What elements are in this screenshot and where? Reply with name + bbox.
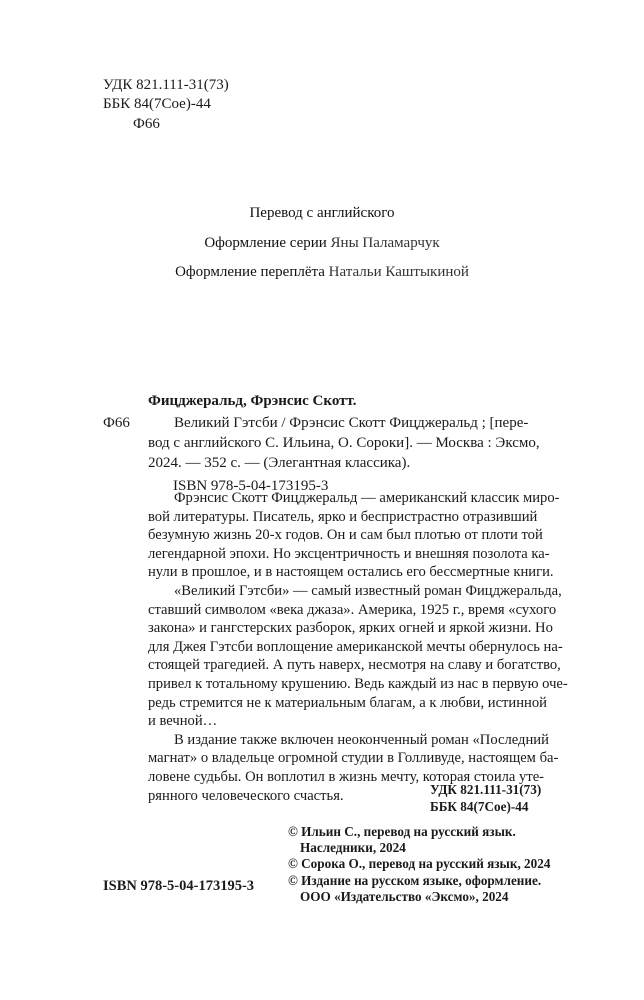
bib-author: Фицджеральд, Фрэнсис Скотт. (148, 393, 357, 409)
credit-series-design (0, 235, 644, 252)
bib-line: 2024. — 352 с. — (Элегантная классика). (148, 455, 411, 471)
bib-isbn: ISBN 978-5-04-173195-3 (173, 478, 329, 494)
copyright-line: © Сорока О., перевод на русский язык, 2024 (288, 856, 551, 872)
annotation-line: редь стремится не к материальным благам, а к любви, истинной (148, 694, 547, 711)
bottom-bbk-code: ББК 84(7Сое)-44 (430, 799, 529, 814)
annotation-line: привел к тотальному крушению. Ведь каждый из нас в первую оче- (148, 676, 568, 692)
credit-label: Перевод с английского (249, 205, 395, 221)
credit-label: Оформление серии (204, 235, 327, 251)
author-mark: Ф66 (133, 116, 160, 132)
copyright-line: © Издание на русском языке, оформление. (288, 872, 542, 888)
annotation-line: ловене судьбы. Он воплотил в жизнь мечту, которая стоила уте- (148, 769, 545, 785)
annotation-line: рянного человеческого счастья. (148, 787, 344, 804)
annotation-line: нули в прошлое, и в настоящем остались его бессмертные книги. (148, 564, 554, 581)
annotation-line: В издание также включен неоконченный роман «Последний (174, 731, 549, 748)
annotation-line: безумную жизнь 20-х годов. Он и сам был плотью от плоти той (148, 527, 543, 544)
bottom-udk-code: УДК 821.111-31(73) (430, 782, 542, 797)
bib-line: Великий Гэтсби / Фрэнсис Скотт Фицджеральд ; [пере- (174, 415, 529, 431)
copyright-line: © Ильин С., перевод на русский язык. (288, 824, 516, 839)
credit-label: Оформление переплёта (175, 264, 325, 280)
annotation-line: магнат» о владельце огромной студии в Голливуде, настоящем ба- (148, 750, 559, 767)
annotation-line: закона» и гангстерских разборок, ярких огней и яркой жизни. Но (148, 620, 553, 637)
annotation-line: Фрэнсис Скотт Фицджеральд — американский классик миро- (174, 490, 560, 506)
bib-line: вод с английского С. Ильина, О. Сороки]. — Москва : Эксмо, (148, 435, 540, 451)
credit-cover-design (0, 264, 644, 281)
bib-author-mark: Ф66 (103, 415, 130, 431)
isbn-bottom: ISBN 978-5-04-173195-3 (103, 878, 255, 894)
annotation-line: и вечной… (148, 713, 218, 730)
credit-translation (0, 205, 644, 222)
annotation-line: ставший символом «века джаза». Америка, 1925 г., время «сухого (148, 601, 557, 618)
annotation-line: для Джея Гэтсби воплощение американской мечты обернулось на- (148, 638, 563, 655)
copyright-line: Наследники, 2024 (300, 840, 406, 856)
annotation-line: вой литературы. Писатель, ярко и беспристрастно отразивший (148, 508, 538, 525)
copyright-line: ООО «Издательство «Эксмо», 2024 (300, 888, 509, 904)
udk-code: УДК 821.111-31(73) (103, 77, 229, 93)
credit-name: Яны Паламарчук (330, 235, 440, 251)
annotation-line: «Великий Гэтсби» — самый известный роман Фицджеральда, (174, 583, 562, 599)
credit-name: Натальи Каштыкиной (328, 264, 469, 280)
annotation-line: легендарной эпохи. Но эксцентричность и внешняя позолота ка- (148, 545, 550, 562)
annotation-line: стоящей трагедией. А путь наверх, несмотря на славу и богатство, (148, 657, 561, 674)
bbk-code: ББК 84(7Сое)-44 (103, 96, 211, 112)
